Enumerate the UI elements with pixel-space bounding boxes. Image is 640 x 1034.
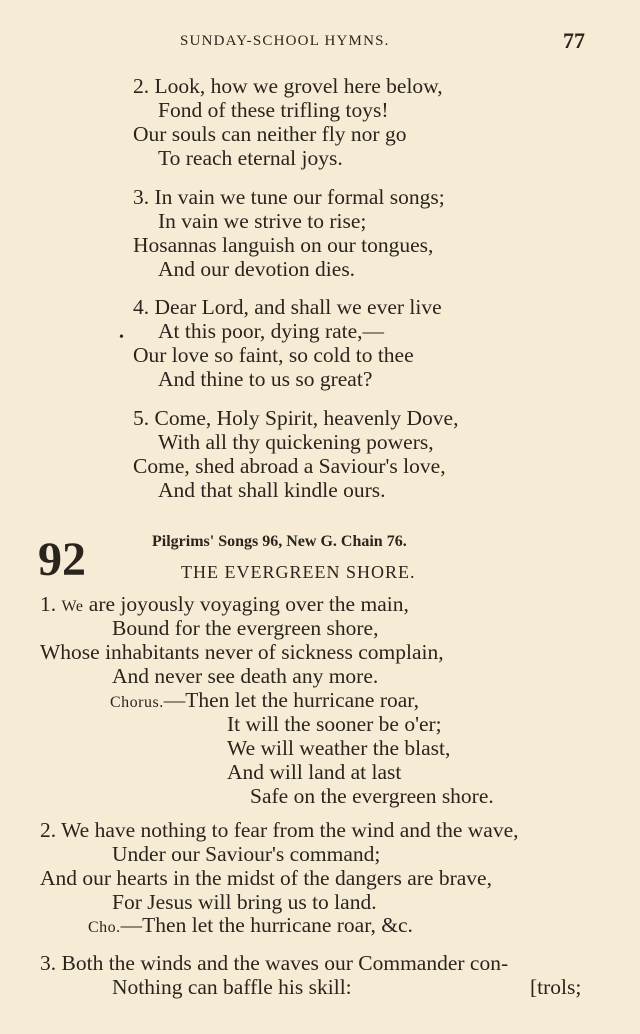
chorus-line-4: And will land at last	[227, 760, 402, 784]
chorus-line-3: We will weather the blast,	[227, 736, 451, 760]
chorus-line-5: Safe on the evergreen shore.	[250, 784, 494, 808]
h92-verse-3-carryover: [trols;	[530, 975, 582, 999]
verse-4-line-1: 4. Dear Lord, and shall we ever live	[133, 295, 442, 319]
h92-verse-1-line-1	[40, 592, 409, 619]
h92-verse-2-line-3: And our hearts in the midst of the dangers are brave,	[40, 866, 492, 890]
verse-4-line-4: And thine to us so great?	[158, 367, 373, 391]
verse-2-line-3: Our souls can neither fly nor go	[133, 122, 407, 146]
verse-3-line-1: 3. In vain we tune our formal songs;	[133, 185, 445, 209]
stray-mark: •	[119, 330, 124, 345]
verse-3-line-4: And our devotion dies.	[158, 257, 356, 281]
verse-2-line-1: 2. Look, how we grovel here below,	[133, 74, 443, 98]
chorus-line-2: It will the sooner be o'er;	[227, 712, 442, 736]
h92-verse-2-line-1: 2. We have nothing to fear from the wind and the wave,	[40, 818, 519, 842]
tune-reference: Pilgrims' Songs 96, New G. Chain 76.	[152, 533, 407, 550]
verse-2-line-2: Fond of these trifling toys!	[158, 98, 389, 122]
verse-number: 1.	[40, 592, 62, 616]
h92-verse-2-line-2: Under our Saviour's command;	[112, 842, 381, 866]
h92-verse-3-line-1: 3. Both the winds and the waves our Commander con-	[40, 951, 509, 975]
chorus-label: Chorus.	[110, 694, 164, 711]
h92-verse-1-line-4: And never see death any more.	[112, 664, 379, 688]
chorus-line-1	[110, 688, 419, 715]
hymn-number: 92	[38, 533, 86, 586]
verse-3-line-2: In vain we strive to rise;	[158, 209, 367, 233]
hymn-title: THE EVERGREEN SHORE.	[181, 562, 416, 582]
first-word-smallcaps: We	[61, 598, 84, 615]
verse-5-line-3: Come, shed abroad a Saviour's love,	[133, 454, 446, 478]
verse-4-line-2: At this poor, dying rate,—	[158, 319, 385, 343]
verse-3-line-3: Hosannas languish on our tongues,	[133, 233, 434, 257]
h92-verse-2-chorus	[88, 913, 413, 940]
cho-rest: —Then let the hurricane roar, &c.	[120, 913, 413, 937]
cho-label: Cho.	[88, 919, 121, 936]
page-number: 77	[563, 28, 585, 53]
verse-5-line-2: With all thy quickening powers,	[158, 430, 434, 454]
h92-verse-1-line-3: Whose inhabitants never of sickness complain,	[40, 640, 444, 664]
verse-2-line-4: To reach eternal joys.	[158, 146, 343, 170]
verse-4-line-3: Our love so faint, so cold to thee	[133, 343, 414, 367]
chorus-line-1-rest: —Then let the hurricane roar,	[163, 688, 419, 712]
h92-verse-3-line-2: Nothing can baffle his skill:	[112, 975, 352, 999]
line-rest: are joyously voyaging over the main,	[83, 592, 409, 616]
h92-verse-2-line-4: For Jesus will bring us to land.	[112, 890, 377, 914]
verse-5-line-4: And that shall kindle ours.	[158, 478, 386, 502]
h92-verse-1-line-2: Bound for the evergreen shore,	[112, 616, 379, 640]
verse-5-line-1: 5. Come, Holy Spirit, heavenly Dove,	[133, 406, 459, 430]
running-title: SUNDAY-SCHOOL HYMNS.	[180, 33, 390, 49]
